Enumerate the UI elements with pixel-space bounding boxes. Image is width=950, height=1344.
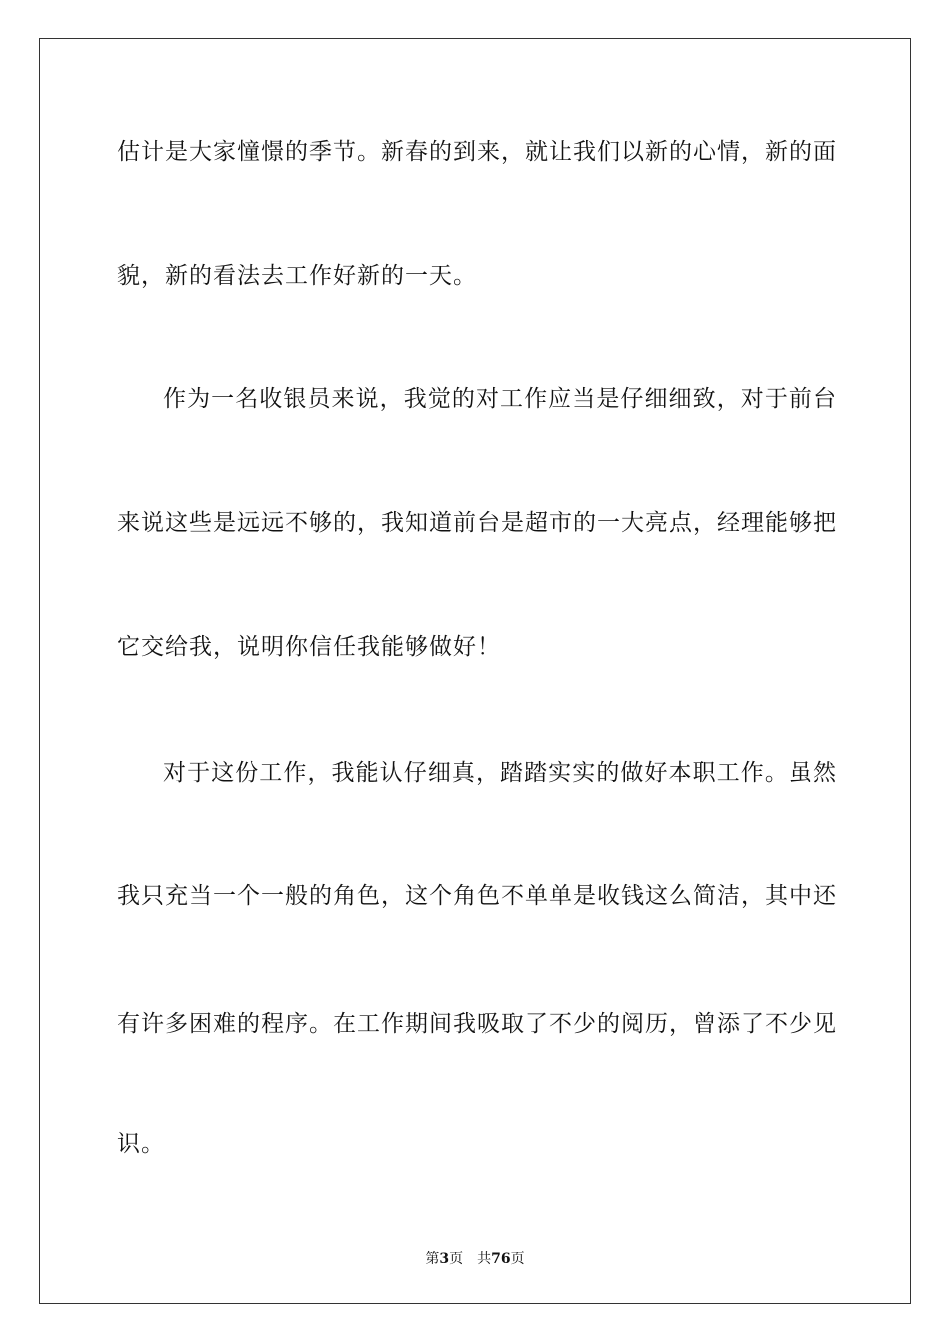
total-suffix: 页 xyxy=(510,1251,525,1267)
page-prefix: 第 xyxy=(425,1251,440,1267)
page-suffix: 页 xyxy=(449,1251,464,1267)
paragraph-3-line-1: 对于这份工作，我能认仔细真，踏踏实实的做好本职工作。虽然 xyxy=(163,760,837,786)
page-number: 3 xyxy=(439,1251,450,1267)
paragraph-1-line-1: 估计是大家憧憬的季节。新春的到来，就让我们以新的心情，新的面 xyxy=(117,139,837,165)
total-pages: 76 xyxy=(491,1251,511,1267)
paragraph-3-line-4: 识。 xyxy=(117,1131,165,1157)
paragraph-3-line-3: 有许多困难的程序。在工作期间我吸取了不少的阅历，曾添了不少见 xyxy=(117,1011,837,1037)
page-border xyxy=(39,38,911,1304)
total-prefix: 共 xyxy=(477,1251,492,1267)
paragraph-2-line-1: 作为一名收银员来说，我觉的对工作应当是仔细细致，对于前台 xyxy=(163,386,837,412)
paragraph-3-line-2: 我只充当一个一般的角色，这个角色不单单是收钱这么简洁，其中还 xyxy=(117,883,837,909)
page-footer xyxy=(0,1248,950,1268)
paragraph-1-line-2: 貌，新的看法去工作好新的一天。 xyxy=(117,263,477,289)
paragraph-2-line-2: 来说这些是远远不够的，我知道前台是超市的一大亮点，经理能够把 xyxy=(117,510,837,536)
paragraph-2-line-3: 它交给我，说明你信任我能够做好！ xyxy=(117,634,501,660)
